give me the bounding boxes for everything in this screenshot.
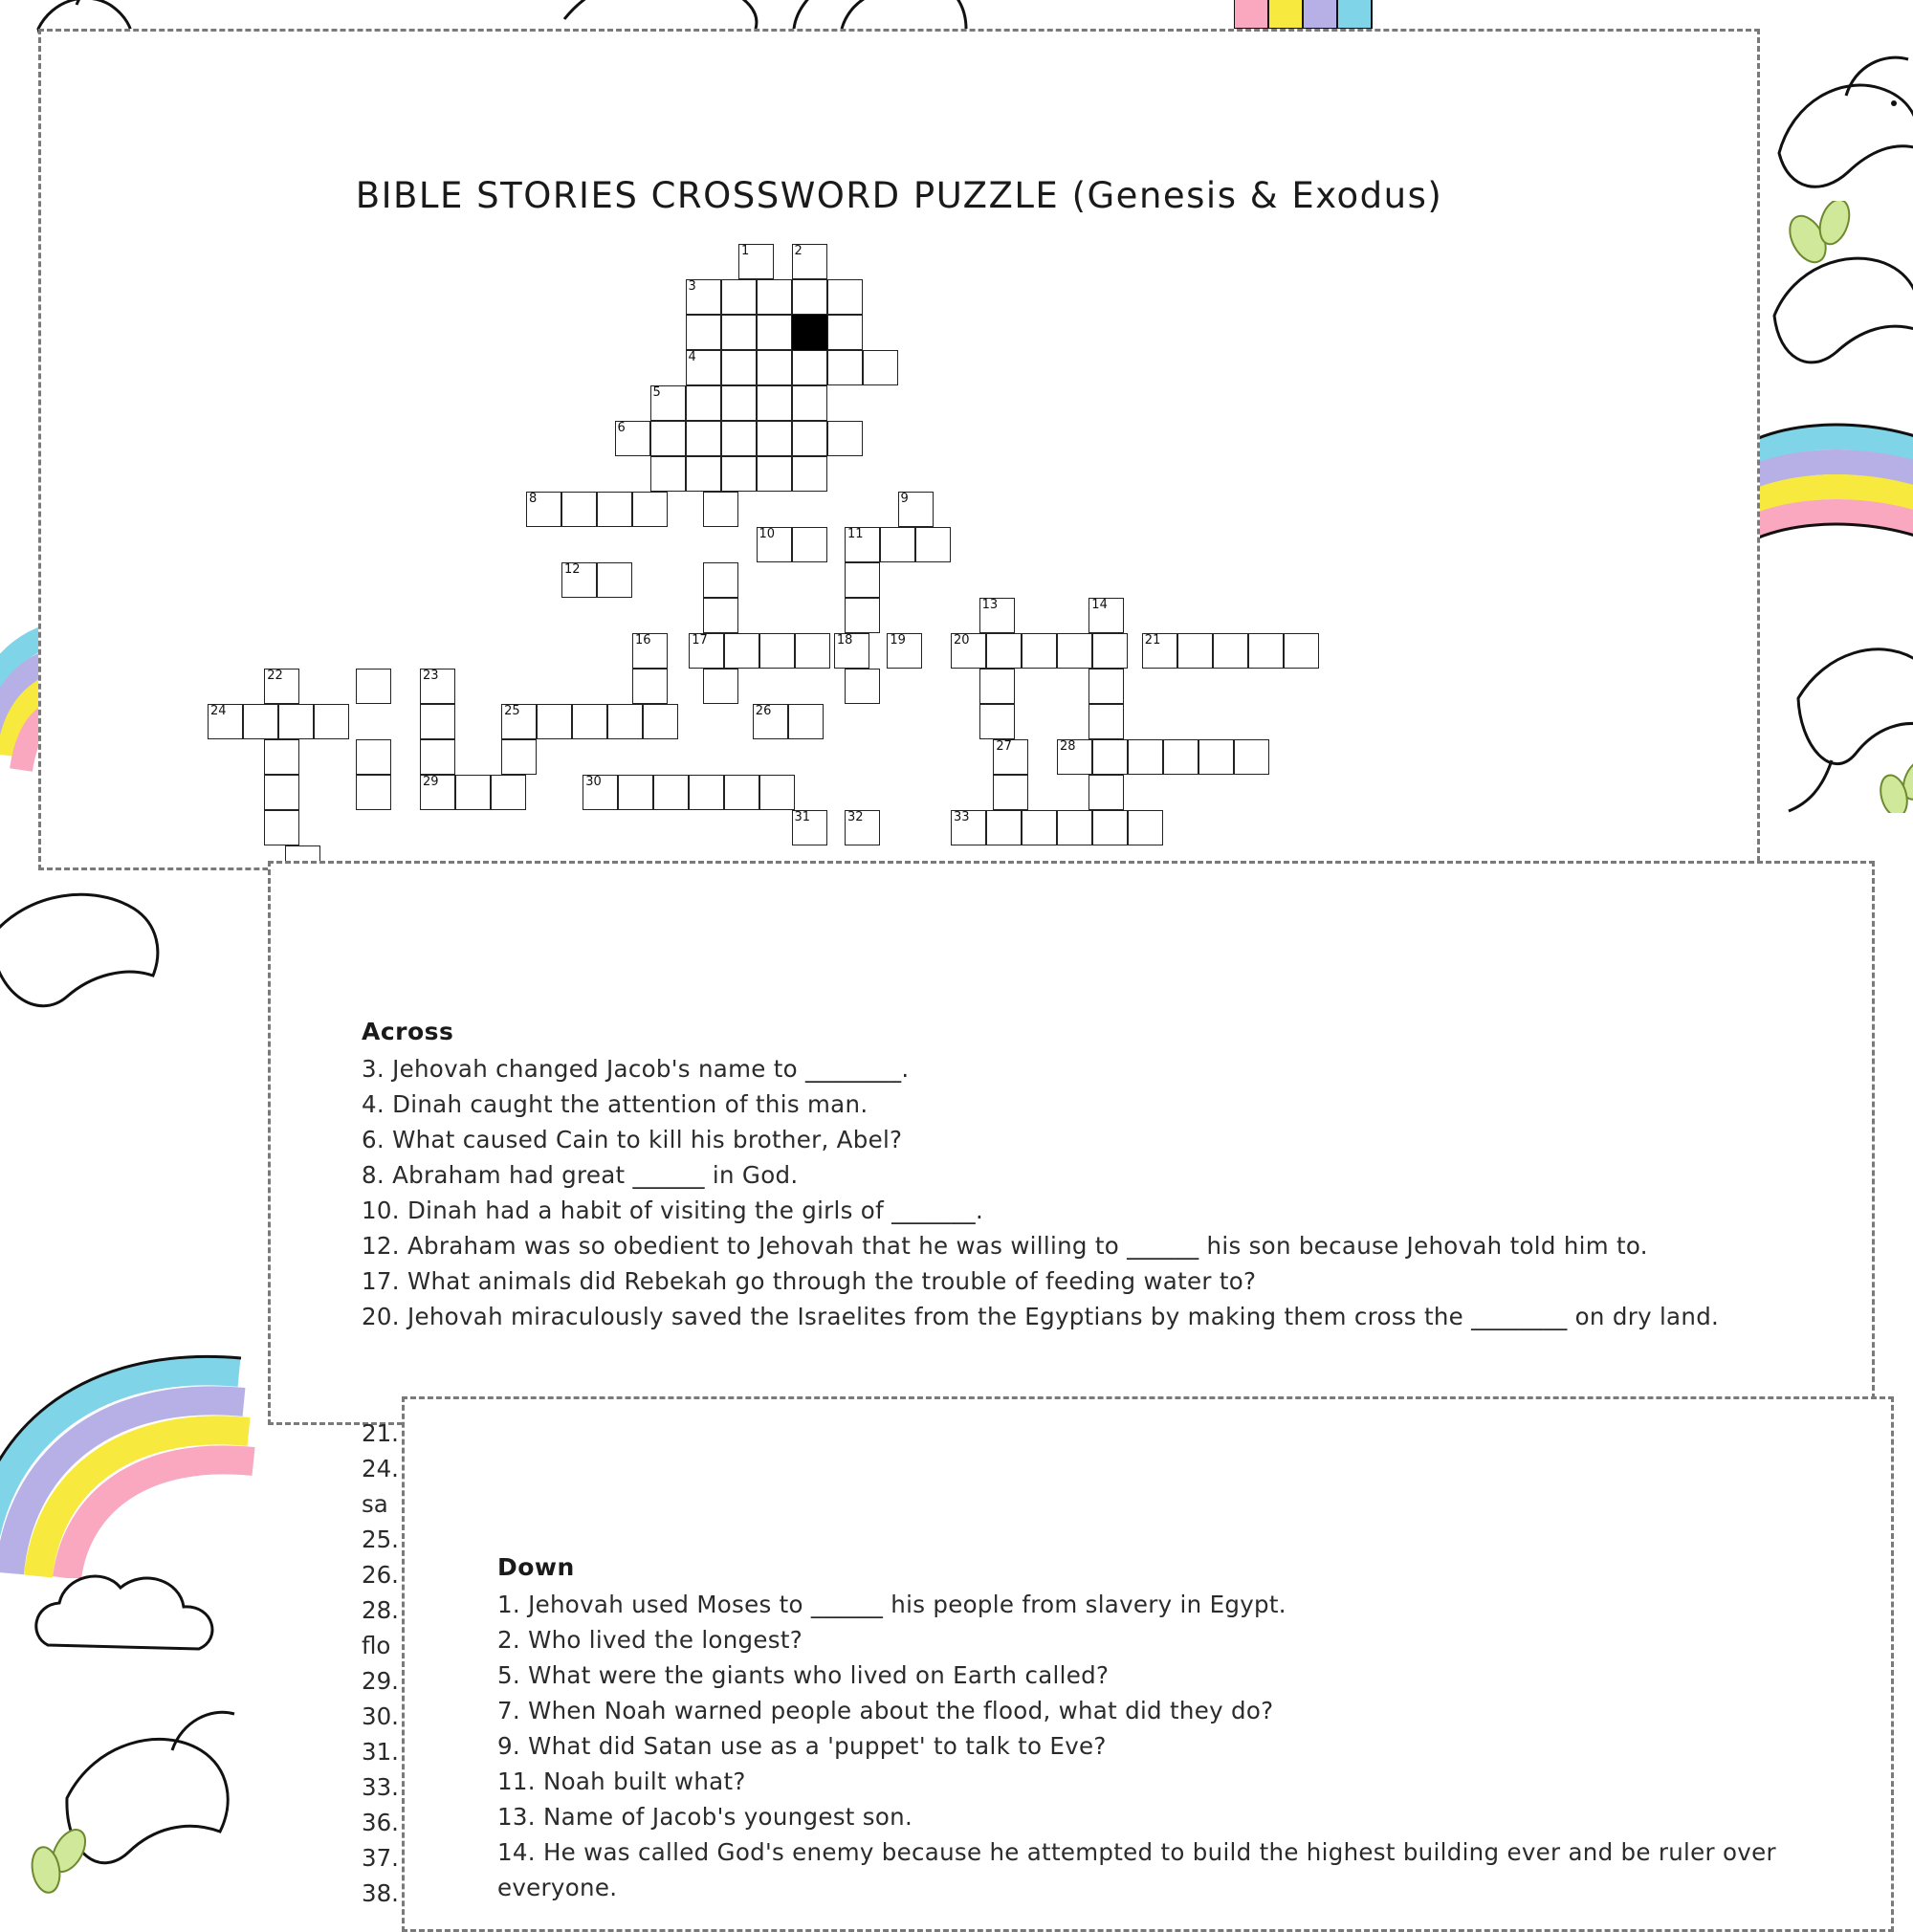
grid-cell[interactable]	[845, 810, 880, 845]
grid-cell[interactable]	[759, 775, 795, 810]
grid-cell[interactable]	[887, 633, 922, 669]
grid-cell[interactable]	[278, 704, 314, 739]
grid-cell-number: 33	[954, 810, 970, 824]
grid-cell[interactable]	[986, 633, 1022, 669]
across-clue-number-2: sa	[362, 1490, 388, 1518]
grid-cell[interactable]	[1022, 633, 1057, 669]
grid-cell[interactable]	[607, 704, 643, 739]
decor-dove-right-bottom	[1779, 593, 1913, 817]
across-clue-number-7: 29.	[362, 1667, 399, 1695]
grid-cell[interactable]	[792, 421, 827, 456]
grid-cell[interactable]	[721, 279, 757, 315]
grid-cell[interactable]	[757, 527, 792, 562]
across-clue-number-3: 25.	[362, 1526, 399, 1553]
grid-cell[interactable]	[1234, 739, 1269, 775]
grid-cell[interactable]	[264, 775, 299, 810]
grid-cell-number: 11	[847, 527, 864, 541]
grid-cell-number: 23	[423, 669, 439, 683]
decor-dove-bottom-left	[29, 1683, 249, 1907]
grid-cell[interactable]	[597, 492, 632, 527]
grid-cell[interactable]	[993, 739, 1028, 775]
down-clues	[497, 1549, 1856, 1905]
grid-cell[interactable]	[792, 527, 827, 562]
down-clue-3: 7. When Noah warned people about the flood, what did they do?	[497, 1697, 1274, 1724]
down-clue-2: 5. What were the giants who lived on Earth called?	[497, 1661, 1110, 1689]
grid-cell[interactable]	[721, 350, 757, 385]
grid-cell[interactable]	[455, 775, 491, 810]
grid-cell[interactable]	[1177, 633, 1213, 669]
grid-cell[interactable]	[356, 739, 391, 775]
grid-cell[interactable]	[1088, 775, 1124, 810]
across-clue-number-6: flo	[362, 1632, 391, 1659]
grid-cell[interactable]	[759, 633, 795, 669]
down-clue-5: 11. Noah built what?	[497, 1767, 746, 1795]
grid-cell[interactable]	[757, 421, 792, 456]
grid-cell[interactable]	[827, 315, 863, 350]
grid-cell[interactable]	[757, 315, 792, 350]
grid-cell-number: 22	[267, 669, 283, 683]
grid-cell[interactable]	[757, 279, 792, 315]
decor-rainbow-right	[1741, 421, 1913, 593]
grid-cell[interactable]	[951, 810, 986, 845]
grid-cell[interactable]	[1092, 633, 1128, 669]
across-clues	[362, 1014, 1739, 1334]
grid-cell-number: 4	[688, 350, 696, 364]
down-clue-0: 1. Jehovah used Moses to ______ his people from slavery in Egypt.	[497, 1591, 1286, 1618]
grid-cell[interactable]	[827, 279, 863, 315]
decor-dove-right-top	[1760, 29, 1913, 224]
across-clue-number-4: 26.	[362, 1561, 399, 1589]
grid-cell[interactable]	[1163, 739, 1198, 775]
grid-cell[interactable]	[356, 775, 391, 810]
grid-cell[interactable]	[686, 385, 721, 421]
grid-cell[interactable]	[738, 244, 774, 279]
across-clue-number-12: 37.	[362, 1844, 399, 1872]
grid-cell[interactable]	[863, 350, 898, 385]
grid-cell[interactable]	[898, 492, 934, 527]
down-clue-4: 9. What did Satan use as a 'puppet' to talk to Eve?	[497, 1732, 1107, 1760]
grid-cell-number: 20	[954, 633, 970, 648]
across-clue-number-9: 31.	[362, 1738, 399, 1766]
grid-cell[interactable]	[561, 492, 597, 527]
grid-cell[interactable]	[951, 633, 986, 669]
grid-cell[interactable]	[788, 704, 824, 739]
decor-cloud-bottom-left	[19, 1530, 268, 1725]
grid-cell[interactable]	[757, 385, 792, 421]
grid-cell-number: 32	[847, 810, 864, 824]
grid-cell[interactable]	[845, 527, 880, 562]
grid-cell[interactable]	[1088, 704, 1124, 739]
down-clue-6: 13. Name of Jacob's youngest son.	[497, 1803, 913, 1831]
grid-cell-number: 17	[692, 633, 708, 648]
grid-cell[interactable]	[686, 421, 721, 456]
grid-cell-number: 19	[890, 633, 906, 648]
grid-cell[interactable]	[792, 810, 827, 845]
grid-cell[interactable]	[1057, 739, 1092, 775]
grid-cell[interactable]	[1057, 810, 1092, 845]
grid-cell-number: 28	[1060, 739, 1076, 754]
grid-cell-number: 6	[617, 421, 626, 435]
grid-cell-number: 29	[423, 775, 439, 789]
grid-cell[interactable]	[501, 739, 537, 775]
grid-cell-number: 1	[741, 244, 750, 258]
grid-cell[interactable]	[686, 315, 721, 350]
across-clue-0: 3. Jehovah changed Jacob's name to ________.	[362, 1055, 910, 1083]
grid-cell[interactable]	[753, 704, 788, 739]
grid-cell[interactable]	[1088, 598, 1124, 633]
grid-cell[interactable]	[420, 775, 455, 810]
grid-cell-number: 8	[529, 492, 538, 506]
grid-cell[interactable]	[501, 704, 537, 739]
grid-cell[interactable]	[356, 669, 391, 704]
grid-cell[interactable]	[632, 669, 668, 704]
grid-cell[interactable]	[827, 421, 863, 456]
across-heading: Across	[362, 1018, 454, 1045]
grid-cell[interactable]	[420, 669, 455, 704]
grid-cell[interactable]	[643, 704, 678, 739]
grid-cell[interactable]	[792, 385, 827, 421]
grid-cell[interactable]	[834, 633, 869, 669]
grid-cell[interactable]	[1092, 810, 1128, 845]
grid-cell[interactable]	[703, 492, 738, 527]
grid-cell[interactable]	[618, 775, 653, 810]
grid-cell[interactable]	[420, 739, 455, 775]
grid-cell[interactable]	[615, 421, 650, 456]
grid-cell[interactable]	[1284, 633, 1319, 669]
grid-cell[interactable]	[845, 598, 880, 633]
grid-cell[interactable]	[650, 385, 686, 421]
grid-cell[interactable]	[689, 633, 724, 669]
grid-cell[interactable]	[845, 669, 880, 704]
grid-cell[interactable]	[1142, 633, 1177, 669]
grid-cell[interactable]	[792, 279, 827, 315]
grid-cell-number: 9	[900, 492, 909, 506]
grid-cell[interactable]	[1198, 739, 1234, 775]
grid-cell[interactable]	[795, 633, 830, 669]
grid-cell[interactable]	[653, 775, 689, 810]
grid-cell[interactable]	[845, 562, 880, 598]
grid-cell[interactable]	[1088, 669, 1124, 704]
grid-cell-number: 27	[996, 739, 1012, 754]
grid-cell[interactable]	[757, 456, 792, 492]
across-clue-5: 12. Abraham was so obedient to Jehovah that he was willing to ______ his son because Jehovah told him to.	[362, 1232, 1648, 1260]
grid-cell[interactable]	[686, 456, 721, 492]
grid-cell[interactable]	[1248, 633, 1284, 669]
grid-cell[interactable]	[264, 739, 299, 775]
across-clue-number-1: 24.	[362, 1455, 399, 1482]
grid-cell-number: 14	[1091, 598, 1108, 612]
grid-cell-number: 12	[564, 562, 581, 577]
grid-cell[interactable]	[721, 456, 757, 492]
grid-cell-number: 5	[652, 385, 661, 400]
grid-cell[interactable]	[314, 704, 349, 739]
grid-cell[interactable]	[1057, 633, 1092, 669]
grid-cell[interactable]	[420, 704, 455, 739]
grid-cell[interactable]	[1092, 739, 1128, 775]
grid-cell[interactable]	[650, 421, 686, 456]
grid-cell-number: 18	[836, 633, 853, 648]
grid-cell-number: 3	[688, 279, 696, 294]
grid-cell[interactable]	[721, 315, 757, 350]
grid-cell[interactable]	[264, 810, 299, 845]
down-clue-1: 2. Who lived the longest?	[497, 1626, 803, 1654]
grid-cell-number: 24	[210, 704, 227, 718]
grid-cell[interactable]	[583, 775, 618, 810]
grid-cell[interactable]	[597, 562, 632, 598]
grid-cell[interactable]	[264, 669, 299, 704]
across-clue-1: 4. Dinah caught the attention of this man.	[362, 1090, 869, 1118]
grid-block-cell	[792, 315, 827, 350]
across-clue-3: 8. Abraham had great ______ in God.	[362, 1161, 799, 1189]
grid-cell[interactable]	[561, 562, 597, 598]
page-title: BIBLE STORIES CROSSWORD PUZZLE (Genesis & Exodus)	[355, 175, 1443, 216]
across-clue-number-10: 33.	[362, 1773, 399, 1801]
grid-cell[interactable]	[827, 350, 863, 385]
decor-dove-right-mid	[1750, 201, 1913, 396]
grid-cell-number: 13	[981, 598, 999, 612]
grid-cell-number: 10	[759, 527, 776, 541]
grid-cell[interactable]	[792, 244, 827, 279]
grid-cell-number: 25	[504, 704, 520, 718]
across-clue-6: 17. What animals did Rebekah go through the trouble of feeding water to?	[362, 1267, 1257, 1295]
grid-cell[interactable]	[689, 775, 724, 810]
grid-cell-number: 31	[794, 810, 811, 824]
grid-cell-number: 26	[755, 704, 772, 718]
across-clue-7: 20. Jehovah miraculously saved the Israelites from the Egyptians by making them cross the ________ on dry land.	[362, 1303, 1720, 1330]
grid-cell[interactable]	[986, 810, 1022, 845]
grid-cell-number: 2	[794, 244, 803, 258]
across-clue-4: 10. Dinah had a habit of visiting the girls of _______.	[362, 1197, 984, 1224]
grid-cell[interactable]	[526, 492, 561, 527]
grid-cell[interactable]	[703, 669, 738, 704]
grid-cell[interactable]	[721, 421, 757, 456]
across-clue-2: 6. What caused Cain to kill his brother, Abel?	[362, 1126, 903, 1153]
across-clue-number-13: 38.	[362, 1879, 399, 1907]
grid-cell[interactable]	[721, 385, 757, 421]
across-clue-number-0: 21.	[362, 1419, 399, 1447]
across-clue-number-8: 30.	[362, 1702, 399, 1730]
grid-cell[interactable]	[915, 527, 951, 562]
grid-cell-number: 21	[1144, 633, 1161, 648]
grid-cell[interactable]	[632, 492, 668, 527]
grid-cell[interactable]	[979, 704, 1015, 739]
grid-cell[interactable]	[632, 633, 668, 669]
grid-cell[interactable]	[979, 669, 1015, 704]
grid-cell[interactable]	[724, 775, 759, 810]
grid-cell[interactable]	[880, 527, 915, 562]
grid-cell[interactable]	[993, 775, 1028, 810]
down-heading: Down	[497, 1553, 575, 1581]
across-clue-number-11: 36.	[362, 1809, 399, 1836]
grid-cell[interactable]	[703, 562, 738, 598]
grid-cell[interactable]	[792, 350, 827, 385]
grid-cell[interactable]	[686, 279, 721, 315]
decor-rainbow-bottom-left	[0, 1339, 268, 1578]
decor-dove-left-mid	[0, 861, 172, 1037]
grid-cell[interactable]	[792, 456, 827, 492]
grid-cell[interactable]	[979, 598, 1015, 633]
grid-cell[interactable]	[243, 704, 278, 739]
decor-rainbow-top	[1234, 0, 1387, 29]
grid-cell[interactable]	[1128, 810, 1163, 845]
grid-cell[interactable]	[703, 598, 738, 633]
grid-cell[interactable]	[724, 633, 759, 669]
grid-cell[interactable]	[491, 775, 526, 810]
grid-cell[interactable]	[208, 704, 243, 739]
grid-cell[interactable]	[757, 350, 792, 385]
grid-cell-number: 16	[635, 633, 651, 648]
grid-cell[interactable]	[1213, 633, 1248, 669]
grid-cell[interactable]	[650, 456, 686, 492]
across-clue-number-5: 28.	[362, 1596, 399, 1624]
grid-cell[interactable]	[1128, 739, 1163, 775]
grid-cell[interactable]	[572, 704, 607, 739]
grid-cell-number: 30	[585, 775, 602, 789]
down-clue-7: 14. He was called God's enemy because he attempted to build the highest building ever and be ruler over everyone.	[497, 1838, 1776, 1901]
grid-cell[interactable]	[686, 350, 721, 385]
grid-cell[interactable]	[1022, 810, 1057, 845]
grid-cell[interactable]	[537, 704, 572, 739]
